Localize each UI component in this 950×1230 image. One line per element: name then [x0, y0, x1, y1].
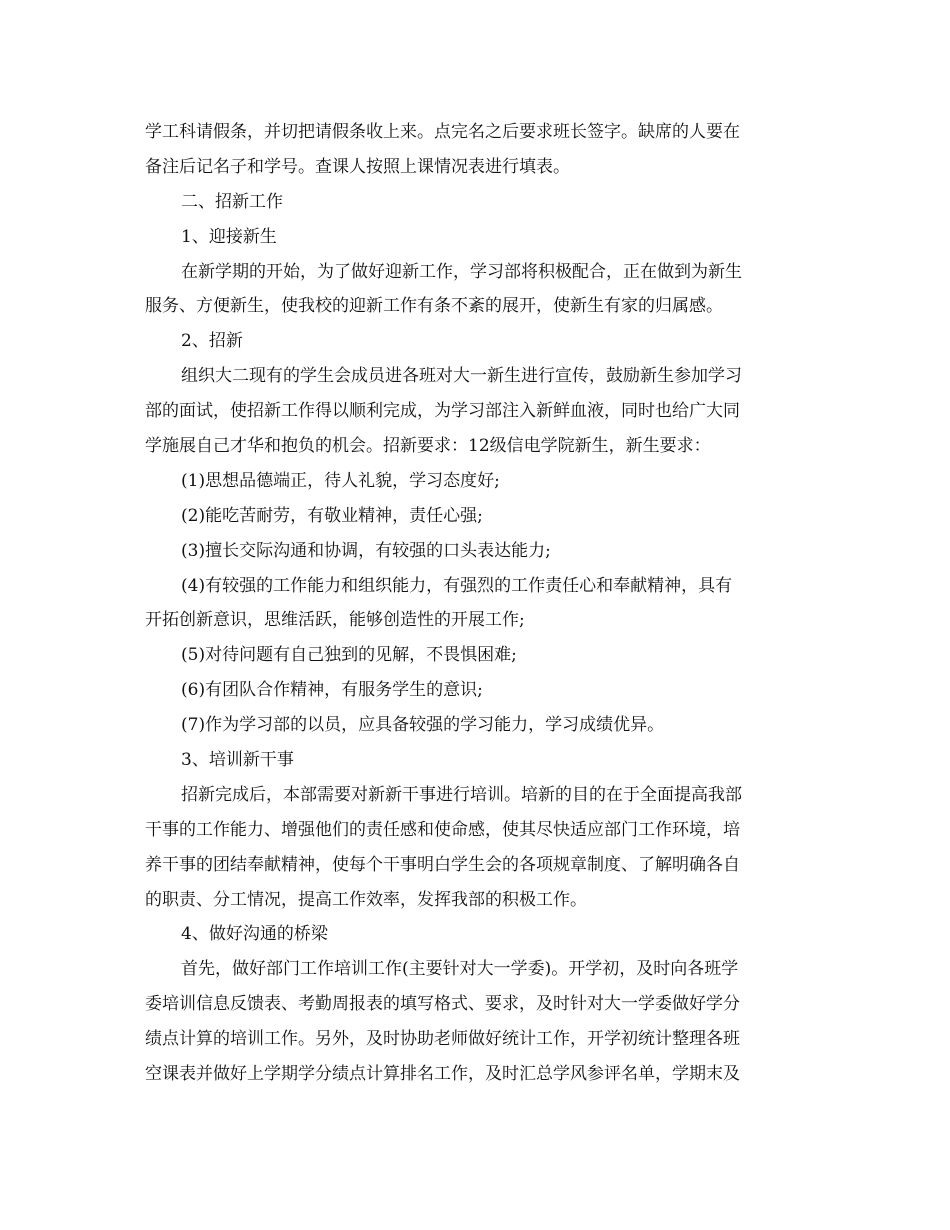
text-line: 绩点计算的培训工作。另外，及时协助老师做好统计工作，开学初统计整理各班	[145, 1029, 740, 1050]
text-line: 3、培训新干事	[181, 750, 294, 771]
text-line: 干事的工作能力、增强他们的责任感和使命感，使其尽快适应部门工作环境，培	[145, 819, 740, 840]
text-line: 的职责、分工情况，提高工作效率，发挥我部的积极工作。	[145, 889, 587, 910]
text-line: 组织大二现有的学生会成员进各班对大一新生进行宣传，鼓励新生参加学习	[181, 366, 742, 387]
text-line: 2、招新	[181, 331, 243, 352]
text-line: 招新完成后，本部需要对新新干事进行培训。培新的目的在于全面提高我部	[181, 784, 742, 805]
text-line: (4)有较强的工作能力和组织能力，有强烈的工作责任心和奉献精神，具有	[181, 575, 733, 596]
text-line: (2)能吃苦耐劳，有敬业精神，责任心强;	[181, 505, 483, 526]
text-line: 二、招新工作	[181, 191, 283, 212]
text-line: 1、迎接新生	[181, 226, 277, 247]
text-line: 空课表并做好上学期学分绩点计算排名工作，及时汇总学风参评名单，学期末及	[145, 1064, 740, 1085]
text-line: (3)擅长交际沟通和协调，有较强的口头表达能力;	[181, 540, 551, 561]
text-line: (5)对待问题有自己独到的见解，不畏惧困难;	[181, 645, 517, 666]
text-line: 开拓创新意识，思维活跃，能够创造性的开展工作;	[145, 610, 525, 631]
text-line: (7)作为学习部的以员，应具备较强的学习能力，学习成绩优异。	[181, 715, 665, 736]
document-body	[145, 115, 810, 1092]
text-line: 首先，做好部门工作培训工作(主要针对大一学委)。开学初，及时向各班学	[181, 959, 739, 980]
text-line: 学施展自己才华和抱负的机会。招新要求：12级信电学院新生，新生要求：	[145, 436, 711, 457]
text-line: 备注后记名子和学号。查课人按照上课情况表进行填表。	[145, 156, 570, 177]
text-line: 4、做好沟通的桥梁	[181, 924, 328, 945]
text-line: 服务、方便新生，使我校的迎新工作有条不紊的展开，使新生有家的归属感。	[145, 296, 723, 317]
text-line: 在新学期的开始，为了做好迎新工作，学习部将积极配合，正在做到为新生	[181, 261, 742, 282]
text-line: 部的面试，使招新工作得以顺利完成，为学习部注入新鲜血液，同时也给广大同	[145, 401, 740, 422]
text-line: 委培训信息反馈表、考勤周报表的填写格式、要求，及时针对大一学委做好学分	[145, 994, 740, 1015]
text-line: (1)思想品德端正，待人礼貌，学习态度好;	[181, 470, 500, 491]
text-line: (6)有团队合作精神，有服务学生的意识;	[181, 680, 483, 701]
text-line: 养干事的团结奉献精神，使每个干事明白学生会的各项规章制度、了解明确各自	[145, 854, 740, 875]
text-line: 学工科请假条，并切把请假条收上来。点完名之后要求班长签字。缺席的人要在	[145, 122, 740, 142]
